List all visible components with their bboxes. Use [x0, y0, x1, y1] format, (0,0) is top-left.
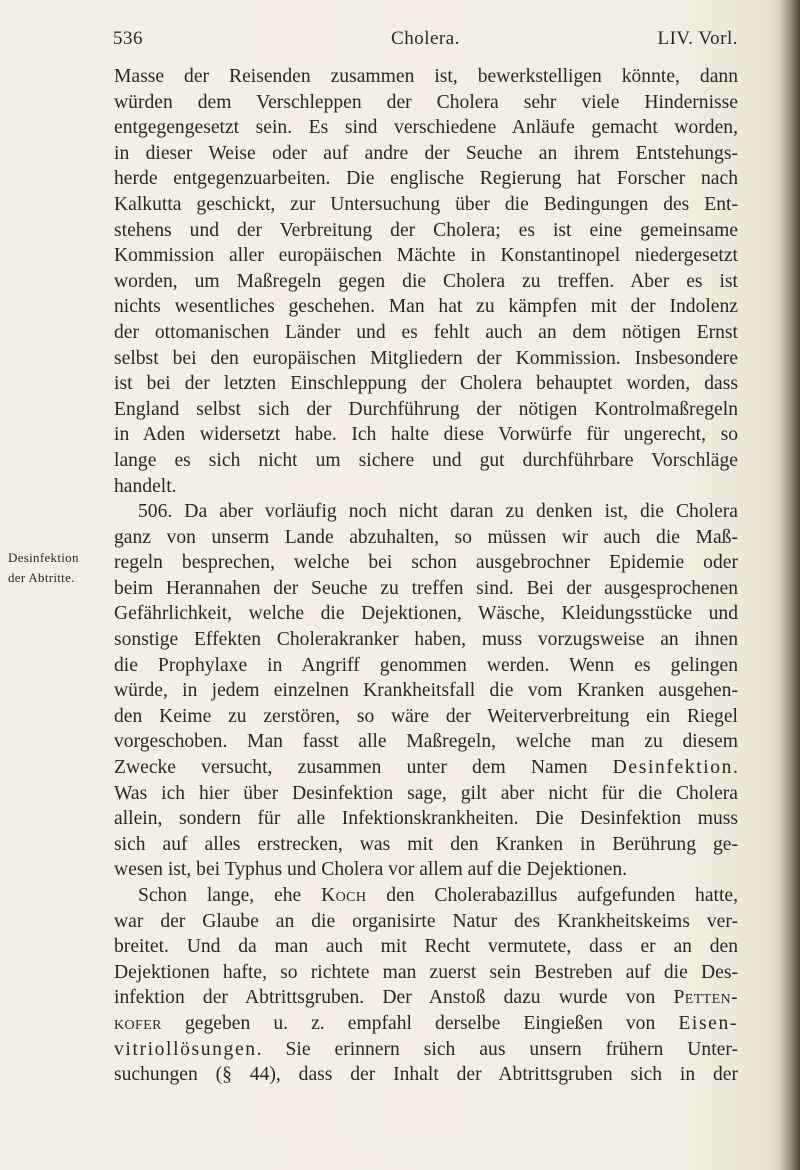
running-title: Cholera.: [391, 28, 460, 49]
author-name: kofer: [114, 1012, 162, 1034]
author-name: Koch: [321, 885, 367, 906]
text-line: stehens und der Verbreitung der Cholera; es ist eine gemeinsame: [114, 219, 738, 241]
text-line: Dejektionen hafte, so richtete man zuerst sein Bestreben auf die Des-: [114, 961, 738, 983]
paragraph-start: [114, 883, 738, 909]
text-line: der ottomanischen Länder und es fehlt auch an dem nötigen Ernst: [114, 321, 738, 343]
text-line: breitet. Und da man auch mit Recht vermutete, dass er an den: [114, 936, 738, 958]
text-line: [114, 1011, 738, 1037]
text-line: suchungen (§ 44), dass der Inhalt der Abtrittsgruben sich in der: [114, 1064, 738, 1086]
text-line: sonstige Effekten Cholerakranker haben, muss vorzugsweise an ihnen: [114, 629, 738, 651]
text-line: sich auf alles erstrecken, was mit den Kranken in Berührung ge-: [114, 833, 738, 855]
text-run: infektion der Abtrittsgruben. Der Anstoß dazu wurde von: [114, 987, 674, 1009]
page-number: 536: [113, 28, 143, 49]
page-edge-shadow: [766, 0, 800, 1170]
text-line: entgegengesetzt sein. Es sind verschiedene Anläufe gemacht worden,: [114, 117, 738, 139]
text-line: lange es sich nicht um sichere und gut durchführbare Vorschläge: [114, 449, 738, 471]
text-line: worden, um Maßregeln gegen die Cholera zu treffen. Aber es ist: [114, 270, 738, 292]
text-line: würde, in jedem einzelnen Krankheitsfall die vom Kranken ausgehen-: [114, 680, 738, 702]
text-line: Was ich hier über Desinfektion sage, gilt aber nicht für die Cholera: [114, 782, 738, 804]
text-run: .: [733, 757, 738, 779]
text-line: vorgeschoben. Man fasst alle Maßregeln, welche man zu diesem: [114, 731, 738, 753]
text-line: ist bei der letzten Einschleppung der Cholera behauptet worden, dass: [114, 373, 738, 395]
margin-note: [8, 548, 108, 588]
text-line: ganz von unserm Lande abzuhalten, so müssen wir auch die Maß-: [114, 526, 738, 548]
spaced-term: vitriollösungen: [114, 1038, 257, 1060]
text-line: nichts wesentliches geschehen. Man hat zu kämpfen mit der Indolenz: [114, 296, 738, 318]
text-line: handelt.: [114, 475, 177, 497]
text-line: wesen ist, bei Typhus und Cholera vor allem auf die Dejektionen.: [114, 859, 628, 881]
text-line: Kalkutta geschickt, zur Untersuchung über die Bedingungen des Ent-: [114, 193, 738, 215]
running-header: [113, 28, 738, 58]
paragraph-start: 506. Da aber vorläufig noch nicht daran zu denken ist, die Cholera: [138, 501, 738, 523]
text-line: [114, 985, 738, 1011]
spaced-term: Desinfektion: [612, 757, 734, 779]
body-text: [114, 64, 738, 1088]
margin-note-line: Desinfektion: [8, 550, 79, 565]
text-run: Zwecke versucht, zusammen unter dem Namen: [114, 757, 613, 779]
text-line: in Aden widersetzt habe. Ich halte diese Vorwürfe für ungerecht, so: [114, 424, 738, 446]
text-line: Gefährlichkeit, welche die Dejektionen, Wäsche, Kleidungsstücke und: [114, 603, 738, 625]
text-run: gegeben u. z. empfahl derselbe Eingießen von: [161, 1012, 679, 1034]
text-line: in dieser Weise oder auf andre der Seuche an ihrem Entstehungs-: [114, 142, 738, 164]
text-line: beim Herannahen der Seuche zu treffen sind. Bei der ausgesprochenen: [114, 577, 738, 599]
text-line: allein, sondern für alle Infektionskrankheiten. Die Desinfektion muss: [114, 808, 738, 830]
text-line: den Keime zu zerstören, so wäre der Weiterverbreitung ein Riegel: [114, 705, 738, 727]
text-run: den Cholerabazillus aufgefunden hatte,: [366, 885, 739, 906]
text-line: Kommission aller europäischen Mächte in Konstantinopel niedergesetzt: [114, 245, 738, 267]
text-line: England selbst sich der Durchführung der nötigen Kontrolmaßregeln: [114, 398, 738, 420]
section-label: LIV. Vorl.: [657, 28, 738, 49]
text-line: würden dem Verschleppen der Cholera sehr viele Hindernisse: [114, 91, 738, 113]
spaced-term: Eisen-: [678, 1012, 738, 1034]
text-run: . Sie erinnern sich aus unsern frühern Unter-: [256, 1038, 738, 1060]
text-line: herde entgegenzuarbeiten. Die englische Regierung hat Forscher nach: [114, 168, 738, 190]
text-line: Masse der Reisenden zusammen ist, bewerkstelligen könnte, dann: [114, 66, 738, 87]
text-line: regeln besprechen, welche bei schon ausgebrochner Epidemie oder: [114, 552, 738, 574]
text-line: war der Glaube an die organisirte Natur des Krankheitskeims ver-: [114, 910, 738, 932]
text-line: die Prophylaxe in Angriff genommen werden. Wenn es gelingen: [114, 654, 738, 676]
text-line: [114, 755, 738, 781]
text-line: [114, 1037, 738, 1063]
author-name: Petten-: [673, 987, 738, 1009]
margin-note-line: der Abtritte.: [8, 570, 75, 585]
text-run: Schon lange, ehe: [138, 885, 322, 906]
text-line: selbst bei den europäischen Mitgliedern der Kommission. Insbesondere: [114, 347, 738, 369]
